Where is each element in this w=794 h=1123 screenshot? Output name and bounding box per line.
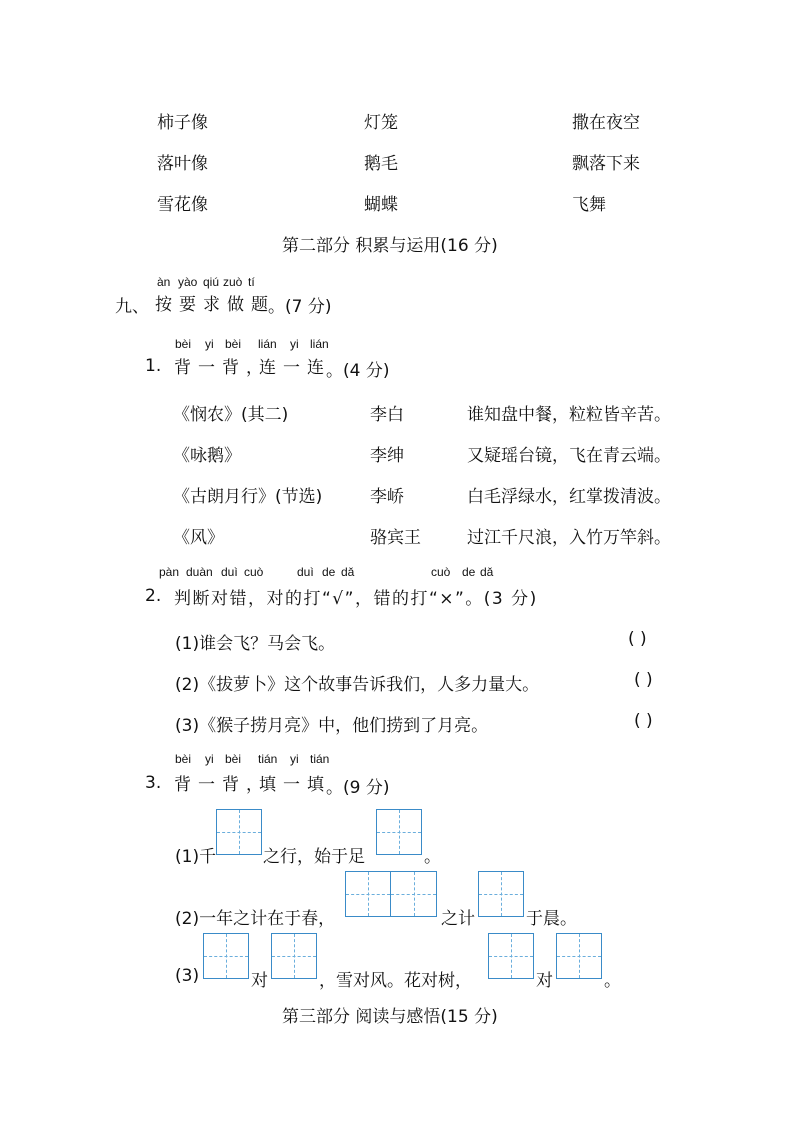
poem-author: 骆宾王	[370, 528, 421, 548]
pinyin: qiú	[203, 275, 220, 289]
part2-title: 第二部分 积累与运用(16 分)	[282, 236, 498, 256]
q9-suffix: 。(7 分)	[268, 297, 332, 317]
q3-line3-a: (3)	[175, 966, 200, 986]
q3-line1-c: 。	[424, 847, 441, 867]
tianzige-box[interactable]	[488, 933, 534, 979]
poem-line: 白毛浮绿水，红掌拨清波。	[467, 487, 671, 507]
poem-line: 谁知盘中餐，粒粒皆辛苦。	[467, 405, 671, 425]
tianzige-box[interactable]	[478, 871, 524, 917]
q2-item-3: (3)《猴子捞月亮》中，他们捞到了月亮。	[175, 716, 489, 736]
pinyin: bèi	[225, 337, 242, 351]
q9-number: 九、	[115, 297, 149, 317]
pinyin: yi	[205, 752, 214, 766]
pinyin: bèi	[175, 337, 192, 351]
pinyin: pàn	[159, 565, 180, 579]
q3-number: 3.	[145, 773, 162, 793]
pinyin: de	[322, 565, 336, 579]
poem-title: 《咏鹅》	[173, 446, 241, 466]
part3-title: 第三部分 阅读与感悟(15 分)	[282, 1007, 498, 1027]
tianzige-box[interactable]	[216, 809, 262, 855]
q3-line2-b: 之计	[441, 909, 475, 929]
pinyin: de	[462, 565, 476, 579]
q2-number: 2.	[145, 586, 162, 606]
match-left-1: 柿子像	[157, 113, 208, 133]
poem-line: 又疑瑶台镜，飞在青云端。	[467, 446, 671, 466]
pinyin: zuò	[223, 275, 243, 289]
q1-number: 1.	[145, 356, 162, 376]
pinyin: dǎ	[341, 565, 355, 579]
match-mid-3: 蝴蝶	[364, 195, 398, 215]
match-right-3: 飞舞	[572, 195, 606, 215]
pinyin: yi	[290, 337, 299, 351]
answer-blank[interactable]: ( )	[628, 629, 647, 649]
q3-line2-c: 于晨。	[526, 909, 577, 929]
match-left-3: 雪花像	[157, 195, 208, 215]
q3-text-a: 背一背，	[174, 775, 270, 795]
poem-title: 《悯农》(其二)	[173, 405, 289, 425]
tianzige-group	[345, 871, 437, 917]
q9-text: 按要求做题	[155, 295, 275, 315]
q1-text-b: 连一连	[259, 358, 331, 378]
pinyin: yi	[290, 752, 299, 766]
match-right-1: 撒在夜空	[572, 113, 640, 133]
q3-line3-e: 。	[604, 971, 621, 991]
pinyin: cuò	[244, 565, 264, 579]
q3-line1-a: (1)千	[175, 847, 217, 867]
q3-line1-b: 之行，始于足	[263, 847, 365, 867]
pinyin: yi	[205, 337, 214, 351]
pinyin: tián	[258, 752, 278, 766]
q3-suffix: 。(9 分)	[326, 778, 390, 798]
pinyin: tián	[310, 752, 330, 766]
tianzige-box[interactable]	[345, 871, 391, 917]
match-mid-2: 鹅毛	[364, 154, 398, 174]
pinyin: dǎ	[480, 565, 494, 579]
poem-title: 《古朗月行》(节选)	[173, 487, 323, 507]
answer-blank[interactable]: ( )	[634, 711, 653, 731]
q1-text-a: 背一背，	[174, 358, 270, 378]
pinyin: lián	[258, 337, 277, 351]
q2-item-2: (2)《拔萝卜》这个故事告诉我们，人多力量大。	[175, 675, 540, 695]
poem-line: 过江千尺浪，入竹万竿斜。	[467, 528, 671, 548]
pinyin: bèi	[175, 752, 192, 766]
pinyin: lián	[310, 337, 329, 351]
tianzige-box[interactable]	[391, 871, 437, 917]
poem-author: 李绅	[370, 446, 404, 466]
q3-line3-d: 对	[536, 971, 553, 991]
pinyin: cuò	[431, 565, 451, 579]
q2-text: 判断对错，对的打“√”，错的打“×”。(3 分)	[174, 589, 538, 609]
pinyin: duì	[221, 565, 238, 579]
answer-blank[interactable]: ( )	[634, 670, 653, 690]
pinyin: bèi	[225, 752, 242, 766]
tianzige-box[interactable]	[376, 809, 422, 855]
tianzige-box[interactable]	[556, 933, 602, 979]
pinyin: yào	[178, 275, 198, 289]
tianzige-box[interactable]	[203, 933, 249, 979]
q3-text-b: 填一填	[259, 775, 331, 795]
q3-line2-a: (2)一年之计在于春，	[175, 909, 336, 929]
q3-line3-b: 对	[251, 971, 268, 991]
match-mid-1: 灯笼	[364, 113, 398, 133]
q3-line3-c: ，雪对风。花对树，	[319, 971, 472, 991]
q2-item-1: (1)谁会飞？马会飞。	[175, 634, 336, 654]
pinyin: tí	[248, 275, 255, 289]
match-right-2: 飘落下来	[572, 154, 640, 174]
pinyin: àn	[157, 275, 171, 289]
pinyin: duì	[297, 565, 314, 579]
poem-author: 李峤	[370, 487, 404, 507]
poem-title: 《风》	[173, 528, 224, 548]
poem-author: 李白	[370, 405, 404, 425]
match-left-2: 落叶像	[157, 154, 208, 174]
pinyin: duàn	[186, 565, 213, 579]
tianzige-box[interactable]	[271, 933, 317, 979]
q1-suffix: 。(4 分)	[326, 361, 390, 381]
